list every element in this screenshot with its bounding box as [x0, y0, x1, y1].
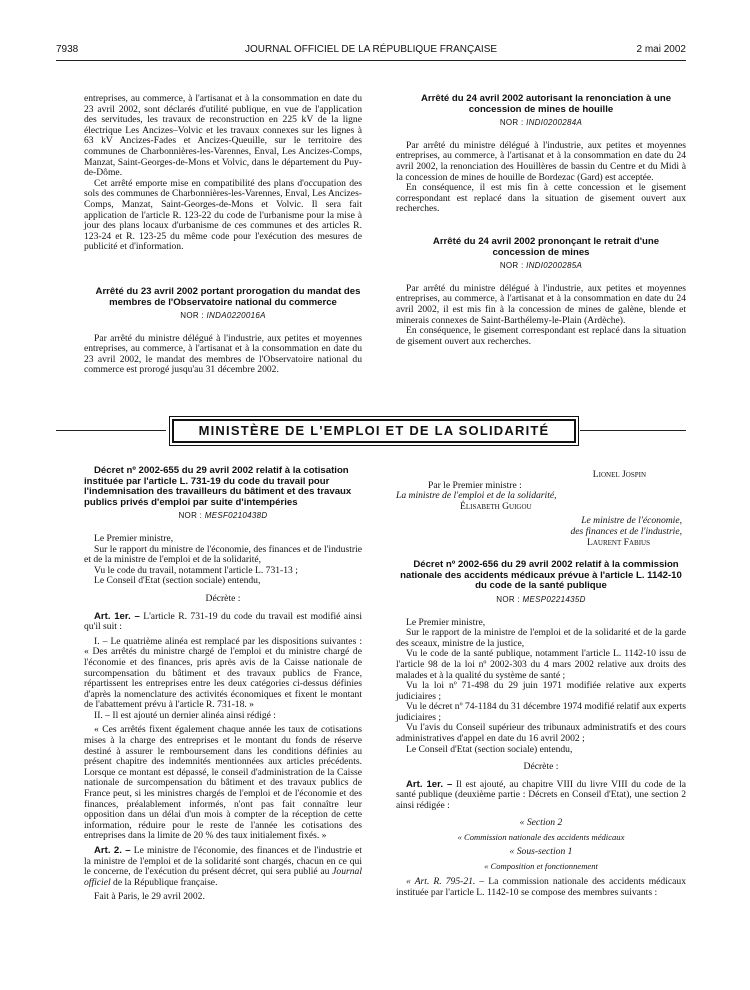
signature-jospin: Lionel Jospin: [592, 469, 646, 480]
decree-655-rapport: Sur le rapport du ministre de l'économie, des finances et de l'industrie et de la ministre de l'emploi et de la solidarité,: [84, 543, 362, 566]
decree-656-vu-decret: Vu le décret nº 74-1184 du 31 décembre 1974 modifié relatif aux experts judiciaires ;: [396, 701, 686, 723]
top-right-column: [396, 94, 686, 347]
issue-date: 2 mai 2002: [636, 44, 686, 55]
journal-title: JOURNAL OFFICIEL DE LA RÉPUBLIQUE FRANÇAISE: [244, 44, 498, 55]
signature-ministre-eco-1: Le ministre de l'économie,: [581, 515, 682, 527]
decree-656-vu-code: Vu le code de la santé publique, notamment l'article L. 1142-10 issu de l'article 98 de la loi nº 2002-303 du 4 mars 2002 relative aux droits des malades et à la qualité du système de santé ;: [396, 648, 686, 681]
arrete-observatoire-body: Par arrêté du ministre délégué à l'industrie, aux petites et moyennes entreprises, au commerce, à l'artisanat et à la consommation en date du 23 avril 2002, le mandat des membres de l'Observatoire national du commerce est prorogé jusqu'au 31 décembre 2002.: [84, 332, 362, 376]
decree-656-subsection-title: « Composition et fonctionnement: [484, 861, 598, 872]
decree-656-article-1: Art. 1er. – Il est ajouté, au chapitre VIII du livre VIII du code de la santé publique (deuxième partie : Décrets en Conseil d'Etat), une section 2 ainsi rédigée :: [396, 778, 686, 812]
ministry-heading: MINISTÈRE DE L'EMPLOI ET DE LA SOLIDARITÉ: [172, 419, 576, 443]
decree-655-point-ii: II. – Il est ajouté un dernier alinéa ainsi rédigé :: [94, 709, 276, 721]
arrete-retrait-p2: En conséquence, le gisement correspondant est replacé dans la situation de gisement ouvert aux recherches.: [396, 325, 686, 347]
arrete-retrait-title: Arrêté du 24 avril 2002 prononçant le retrait d'une concession de mines: [432, 235, 660, 258]
signature-fabius: Laurent Fabius: [587, 536, 650, 548]
signature-ministre-eco-2: des finances et de l'industrie,: [570, 525, 682, 537]
decree-655-fait: Fait à Paris, le 29 avril 2002.: [94, 891, 205, 903]
decree-656-vu-avis: Vu l'avis du Conseil supérieur des tribunaux administratifs et des cours administratives d'appel en date du 16 avril 2002 ;: [396, 722, 686, 745]
decree-656-premier-ministre: Le Premier ministre,: [406, 616, 486, 628]
arrete-houille-title: Arrêté du 24 avril 2002 autorisant la renonciation à une concession de mines de houille: [420, 93, 672, 115]
decree-656-decrete: Décrète :: [523, 761, 559, 773]
decree-656-rapport: Sur le rapport de la ministre de l'emploi et de la solidarité et de la garde des sceaux, ministre de la justice,: [396, 627, 686, 649]
decree-655-article-1: Art. 1er. – L'article R. 731-19 du code du travail est modifié ainsi qu'il suit :: [84, 610, 362, 633]
arrete-observatoire-title: Arrêté du 23 avril 2002 portant prorogation du mandat des membres de l'Observatoire national du commerce: [95, 285, 361, 308]
decree-656-subsection: « Sous-section 1: [509, 845, 573, 857]
decree-655-article-2: Art. 2. – Le ministre de l'économie, des finances et de l'industrie et la ministre de l'emploi et de la solidarité sont chargés, chacun en ce qui le concerne, de l'exécution du présent décret, qui sera publié au Journal officiel de la République française.: [84, 845, 362, 888]
decree-656-title: Décret nº 2002-656 du 29 avril 2002 relatif à la commission nationale des accidents médicaux prévue à l'article L. 1142-10 du code de la santé publique: [400, 559, 682, 592]
ministry-rule-right: [580, 430, 686, 431]
arrete-observatoire-nor: NOR : INDA0220016A: [180, 311, 266, 321]
signature-by-pm: Par le Premier ministre :: [428, 479, 522, 491]
decree-656-vu-loi: Vu la loi nº 71-498 du 29 juin 1971 modifiée relative aux experts judiciaires ;: [396, 680, 686, 702]
arrete-retrait-nor: NOR : INDI0200285A: [499, 261, 583, 271]
decree-655-title: Décret nº 2002-655 du 29 avril 2002 relatif à la cotisation instituée par l'article L. 731-19 du code du travail pour l'indemnisation des travailleurs du bâtiment et des travaux publics privés d'emploi par suite d'intempéries: [84, 465, 352, 508]
continuation-paragraph: entreprises, au commerce, à l'artisanat et à la consommation en date du 23 avril 2002, sont déclarés d'utilité publique, en vue de l'application des servitudes, les travaux de reconstruction en 225 kV de la ligne électrique Les Ancizes–Volvic et les travaux connexes sur les lignes à 63 kV Ancizes-Fades et Ancizes-Queuille, sur le territoire des communes de Charbonnières-les-Varennes, Enval, Les Ancizes-Comps, Manzat, Saint-Georges-de-Mons et Volvic, dans le département du Puy-de-Dôme.: [84, 93, 362, 179]
decree-655-vu-code: Vu le code du travail, notamment l'article L. 731-13 ;: [94, 564, 298, 576]
decree-655-point-i: I. – Le quatrième alinéa est remplacé par les dispositions suivantes : « Des arrêtés du ministre chargé de l'emploi et du ministre chargé de l'économie et des finances, pris après avis de la Caisse nationale de surcompensation du bâtiment et des travaux publics de France, répartissent les entreprises entre les deux catégories ci-dessus définies d'après la nomenclature des activités économiques et fixent le montant de l'abattement prévu à l'article R. 731-18. »: [84, 635, 362, 711]
ministry-rule-left: [56, 430, 166, 431]
decree-655-column: [84, 466, 362, 903]
decree-655-nor: NOR : MESF0210438D: [178, 511, 268, 521]
decree-656-nor: NOR : MESP0221435D: [496, 594, 586, 604]
decree-656-section-title: « Commission nationale des accidents médicaux: [457, 832, 625, 843]
decree-656-section: « Section 2: [519, 816, 563, 828]
decree-655-decrete: Décrète :: [205, 592, 241, 604]
arrete-retrait-p1: Par arrêté du ministre délégué à l'industrie, aux petites et moyennes entreprises, au commerce, à l'artisanat et à la consommation en date du 24 avril 2002, il est mis fin à la concession de mines de galène, blende et minerais connexes de Saint-Barthélemy-le-Plain (Ardèche).: [396, 282, 686, 326]
decree-655-conseil: Le Conseil d'Etat (section sociale) entendu,: [94, 575, 261, 587]
decree-656-column: [396, 470, 686, 898]
decree-656-conseil: Le Conseil d'Etat (section sociale) entendu,: [406, 743, 573, 755]
signature-guigou: Élisabeth Guigou: [460, 500, 532, 512]
arrete-houille-nor: NOR : INDI0200284A: [499, 118, 583, 128]
top-left-column: [84, 94, 362, 376]
page-header: [56, 44, 686, 58]
page-number: 7938: [56, 44, 79, 55]
signature-ministre-emploi: La ministre de l'emploi et de la solidarité,: [396, 490, 557, 502]
compatibility-paragraph: Cet arrêté emporte mise en compatibilité des plans d'occupation des sols des communes de Charbonnières-les-Varennes, Enval, Les Ancizes-Comps, Manzat, Saint-Georges-de-Mons et Volvic. Il sera fait application de l'article R. 123-22 du code de l'urbanisme pour la mise à jour des plans locaux d'urbanisme de ces communes et des articles R. 123-24 et R. 123-25 du même code pour l'exécution des mesures de publicité et d'information.: [84, 177, 362, 253]
arrete-houille-p1: Par arrêté du ministre délégué à l'industrie, aux petites et moyennes entreprises, au commerce, à l'artisanat et à la consommation en date du 24 avril 2002, la renonciation des Houillères de bassin du Centre et du Midi à la concession de mines de houille de Bordezac (Gard) est acceptée.: [396, 139, 686, 183]
decree-656-article-r795-21: « Art. R. 795-21. – La commission nationale des accidents médicaux instituée par l'article L. 1142-10 se compose des membres suivants :: [396, 876, 686, 898]
arrete-houille-p2: En conséquence, il est mis fin à cette concession et le gisement correspondant est replacé dans la situation de gisement ouvert aux recherches.: [396, 182, 686, 215]
decree-655-premier-ministre: Le Premier ministre,: [94, 532, 174, 544]
decree-655-quote: « Ces arrêtés fixent également chaque année les taux de cotisations mises à la charge des entreprises et le montant du fonds de réserve destiné à assurer le remboursement dans les conditions définies au présent chapitre des indemnités mentionnées aux articles précédents. Lorsque ce montant est dépassé, le conseil d'administration de la Caisse nationale de surcompensation du bâtiment et des travaux publics de France peut, si les ministres chargés de l'emploi et de l'économie et des finances, préalablement informés, n'ont pas fait connaître leur opposition dans un délai d'un mois à compter de la réception de cette information, réduire pour le reste de l'année les cotisations des entreprises dans la limite de 20 % des taux initialement fixés. »: [84, 724, 362, 842]
header-rule: [56, 60, 686, 61]
